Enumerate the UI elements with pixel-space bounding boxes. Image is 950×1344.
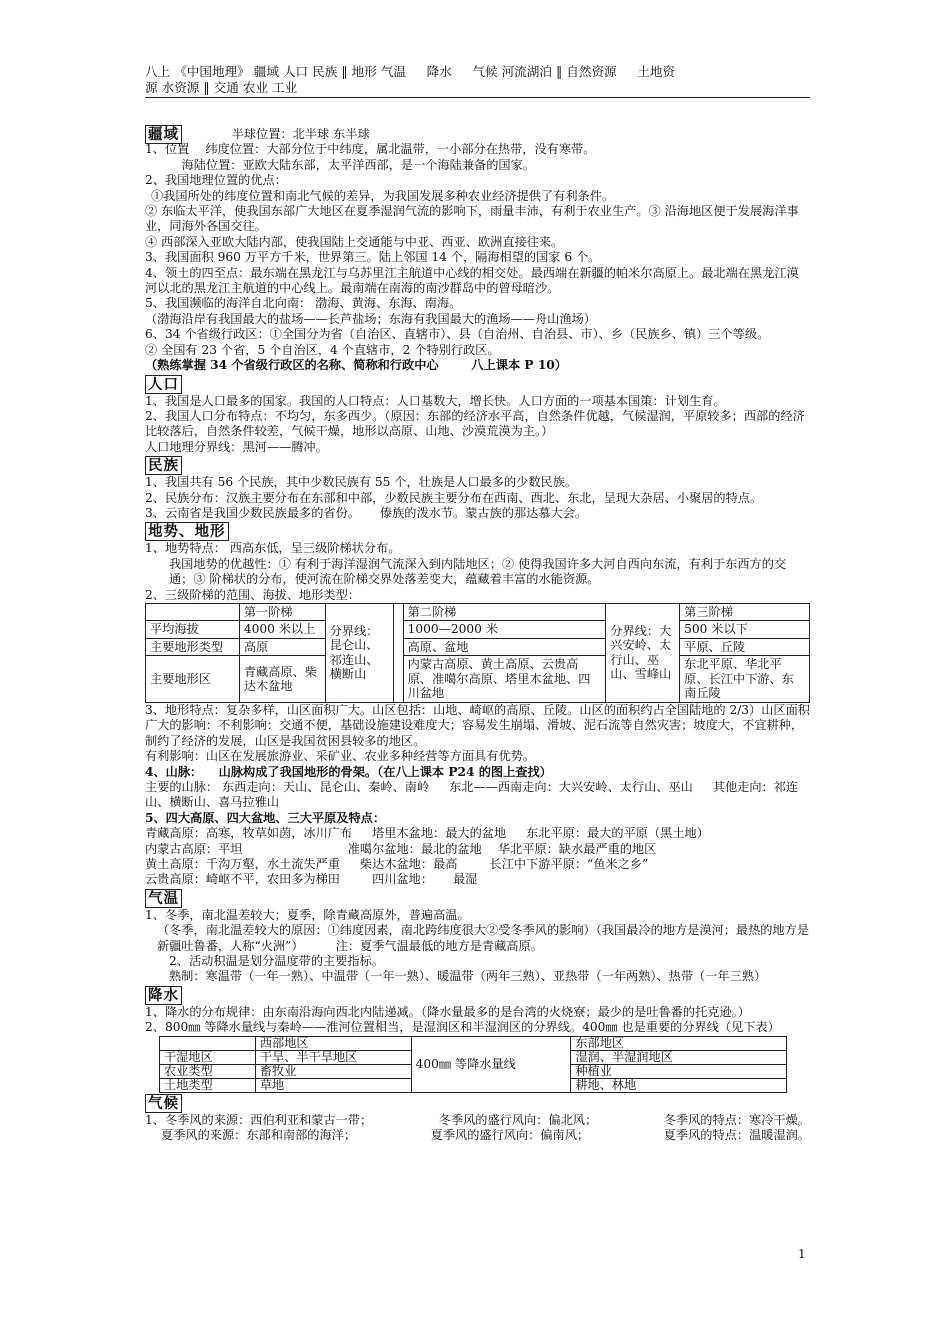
table-cell: 草地: [255, 1078, 411, 1092]
table-cell: 高原、盆地: [403, 638, 606, 656]
table-row: [146, 638, 810, 656]
table-cell: 分界线：昆仑山、祁连山、横断山: [325, 603, 393, 702]
header-line-1: 八上 《中国地理》 疆域 人口 民族 ‖ 地形 气温 降水 气候 河流湖泊 ‖ 自然资源 土地资: [145, 64, 676, 79]
winter-feature: 冬季风的特点：寒冷干燥。: [663, 1112, 810, 1127]
terrain-line-5: 有利影响：山区在发展旅游业、采矿业、农业多种经营等方面具有优势。: [145, 749, 535, 764]
sea-land-line: 海陆位置：亚欧大陆东部，太平洋西部，是一个海陆兼备的国家。: [145, 157, 535, 172]
hemisphere-line: 半球位置：北半球 东半球: [183, 127, 370, 141]
page-number: 1: [798, 1247, 806, 1261]
table-cell: 耕地、林地: [571, 1078, 787, 1092]
table-cell: 500 米以下: [680, 621, 810, 639]
temperature-line-4: 熟制：寒温带（一年一熟）、中温带（一年一熟）、暖温带（两年三熟）、亚热带（一年两熟）、热带（一年三熟）: [169, 969, 767, 984]
terrain-line-2: 我国地势的优越性：① 有利于海洋湿润气流深入到内陆地区；② 使得我国许多大河自西向东流，有利于东西方的交通；③ 阶梯状的分布，使河流在阶梯交界处落差变大，蕴藏着丰富的水能资源。: [169, 556, 787, 587]
extremes-line: 4、领土的四至点：最东端在黑龙江与乌苏里江主航道中心线的相交处。最西端在新疆的帕米尔高原上。最北端在黑龙江漠河以北的黑龙江主航道的中心线上。最南端在南海的南沙群岛中的曾母暗沙。: [145, 265, 799, 296]
ethnic-line-1: 1、我国共有 56 个民族，其中少数民族有 55 个，壮族是人口最多的少数民族。: [145, 475, 578, 490]
table-cell: 分界线：大兴安岭、太行山、巫山、雪峰山: [606, 603, 680, 702]
winter-source: 1、冬季风的来源：西伯利亚和蒙古一带；: [145, 1112, 373, 1127]
advantage-4: ④ 西部深入亚欧大陆内部，使我国陆上交通能与中亚、西亚、欧洲直接往来。: [145, 234, 564, 249]
summer-source: 夏季风的来源：东部和南部的海洋；: [145, 1128, 357, 1143]
table-cell: 高原: [239, 638, 325, 656]
table-cell: 种植业: [571, 1064, 787, 1078]
admin-bold-note: （熟练掌握 34 个省级行政区的名称、简称和行政中心 八上课本 P 10）: [145, 358, 567, 373]
table-row: [160, 1036, 787, 1050]
seas-note: （渤海沿岸有我国最大的盐场——长芦盐场；东海有我国最大的渔场——舟山渔场）: [145, 311, 596, 326]
precipitation-line-1: 1、降水的分布规律：由东南沿海向西北内陆递减。（降水量最多的是台湾的火烧寮；最少的是吐鲁番的托克逊。）: [145, 1004, 750, 1019]
table-cell: 干旱、半干旱地区: [255, 1050, 411, 1064]
table-cell: 平均海拔: [146, 621, 240, 639]
population-line-2: 2、我国人口分布特点：不均匀，东多西少。（原因：东部的经济水平高，自然条件优越，气候湿润，平原较多；西部的经济比较落后，自然条件较差，气候干燥，地形以高原、山地、沙漠荒漠为主。）: [145, 408, 805, 439]
table-cell: 土地类型: [160, 1078, 256, 1092]
summer-direction: 夏季风的盛行风向：偏南风；: [430, 1128, 590, 1143]
table-row: [146, 603, 810, 621]
temperature-line-2: （冬季，南北温差较大的原因：①纬度因素，南北跨纬度很大②受冬季风的影响）（我国最冷的地方是漠河；最热的地方是新疆吐鲁番，人称“火洲”） 注：夏季气温最低的地方是青藏高原。: [157, 923, 810, 953]
document-page: [145, 64, 810, 1144]
table-header: 西部地区: [255, 1036, 411, 1050]
advantage-2-3: ② 东临太平洋，使我国东部广大地区在夏季湿润气流的影响下，雨量丰沛，有利于农业生产。③ 沿海地区便于发展海洋事业，同海外各国交往。: [145, 204, 799, 234]
section-title-ethnic: 民族: [145, 456, 182, 475]
landform-line-4: 云贵高原：崎岖不平，农田多为梯田 四川盆地： 最湿: [145, 872, 478, 887]
position-line: 1、位置 纬度位置：大部分位于中纬度，属北温带，一小部分在热带，没有寒带。: [145, 142, 596, 157]
table-row: [146, 621, 810, 639]
table-header: 东部地区: [571, 1036, 787, 1050]
temperature-line-1: 1、冬季，南北温差较大；夏季，除青藏高原外，普遍高温。: [145, 907, 470, 922]
terrain-steps-table: [145, 603, 810, 703]
winter-direction: 冬季风的盛行风向：偏北风；: [438, 1112, 598, 1127]
table-header: 第三阶梯: [680, 603, 810, 621]
table-cell: 农业类型: [160, 1064, 256, 1078]
table-cell: 青藏高原、柴达木盆地: [239, 656, 325, 703]
advantage-1: ①我国所处的纬度位置和南北气候的差异，为我国发展多种农业经济提供了有利条件。: [151, 188, 615, 203]
terrain-line-8: 5、四大高原、四大盆地、三大平原及特点：: [145, 810, 386, 825]
landform-line-3: 黄土高原：千沟万壑，水土流失严重 柴达木盆地：最高 长江中下游平原：“鱼米之乡”: [145, 857, 649, 872]
header-line-2: 源 水资源 ‖ 交通 农业 工业: [145, 80, 298, 95]
advantages-heading: 2、我国地理位置的优点：: [145, 173, 287, 188]
landform-line-2: 内蒙古高原：平坦 准噶尔盆地：最北的盆地 华北平原：缺水最严重的地区: [145, 841, 657, 856]
section-title-territory: 疆域: [145, 125, 182, 144]
table-cell: 畜牧业: [255, 1064, 411, 1078]
precipitation-table: [159, 1036, 787, 1093]
table-cell: 东北平原、华北平原、长江中下游、东南丘陵: [680, 656, 810, 703]
admin-line-2: ② 全国有 23 个省，5 个自治区，4 个直辖市，2 个特别行政区。: [145, 342, 500, 357]
section-title-climate: 气候: [145, 1094, 182, 1113]
summer-feature: 夏季风的特点：温暖湿润。: [663, 1128, 810, 1143]
table-header: 第一阶梯: [239, 603, 325, 621]
winter-monsoon-line: [145, 1113, 810, 1128]
population-line-1: 1、我国是人口最多的国家。我国的人口特点：人口基数大，增长快。人口方面的一项基本国策：计划生育。: [145, 393, 726, 408]
summer-monsoon-line: [145, 1128, 810, 1143]
ethnic-line-2: 2、民族分布：汉族主要分布在东部和中部，少数民族主要分布在西南、西北、东北，呈现大杂居、小聚居的特点。: [145, 490, 763, 505]
table-cell: 内蒙古高原、黄土高原、云贵高原、准噶尔高原、塔里木盆地、四川盆地: [403, 656, 606, 703]
table-header: 第二阶梯: [403, 603, 606, 621]
terrain-line-4: 3、地形特点：复杂多样，山区面积广大。山区包括：山地、崎岖的高原、丘陵。山区的面积约占全国陆地的 2/3）山区面积广大的影响：不利影响：交通不便，基础设施建设难度大；容易发生崩塌、滑坡、泥石流等自然灾害；坡度大，不宜耕种，制约了经济的发展，山区是我国贫困县较多的地区。: [145, 702, 810, 748]
section-title-precipitation: 降水: [145, 986, 182, 1005]
ethnic-line-3: 3、云南省是我国少数民族最多的省份。 傣族的泼水节。蒙古族的那达慕大会。: [145, 505, 588, 520]
temperature-line-3: 2、活动积温是划分温度带的主要指标。: [169, 954, 384, 969]
section-title-population: 人口: [145, 375, 182, 394]
terrain-line-3: 2、三级阶梯的范围、海拔、地形类型：: [145, 587, 360, 602]
table-cell: 主要地形区: [146, 656, 240, 703]
admin-line: 6、34 个省级行政区：①全国分为省（自治区、直辖市）、县（自治州、自治县、市）、乡（民族乡、镇）三个等级。: [145, 327, 770, 342]
table-cell: 400㎜ 等降水量线: [411, 1036, 571, 1092]
area-line: 3、我国面积 960 万平方千米，世界第三。陆上邻国 14 个，隔海相望的国家 6 个。: [145, 250, 601, 265]
precipitation-line-2: 2、800㎜ 等降水量线与秦岭——淮河位置相当，是湿润区和半湿润区的分界线。400㎜ 也是重要的分界线（见下表）: [145, 1020, 780, 1035]
population-line-3: 人口地理分界线：黑河——腾冲。: [145, 439, 328, 454]
section-title-terrain: 地势、地形: [145, 522, 229, 541]
page-header: [145, 64, 810, 98]
table-cell: 4000 米以上: [239, 621, 325, 639]
seas-line: 5、我国濒临的海洋自北向南： 渤海、黄海、东海、南海。: [145, 296, 462, 311]
table-cell: 平原、丘陵: [680, 638, 810, 656]
terrain-line-1: 1、地势特点： 西高东低，呈三级阶梯状分布。: [145, 541, 401, 556]
table-cell: 主要地形类型: [146, 638, 240, 656]
terrain-line-6: 4、山脉： 山脉构成了我国地形的骨架。（在八上课本 P24 的图上查找）: [145, 764, 552, 779]
table-cell: 1000—2000 米: [403, 621, 606, 639]
table-cell: 干湿地区: [160, 1050, 256, 1064]
terrain-line-7: 主要的山脉： 东西走向：天山、昆仑山、秦岭、南岭 东北——西南走向：大兴安岭、太行山、巫山 其他走向：祁连山、横断山、喜马拉雅山: [145, 780, 799, 810]
landform-line-1: 青藏高原：高寒，牧草如茵，冰川广布 塔里木盆地：最大的盆地 东北平原：最大的平原（黑土地）: [145, 826, 709, 841]
section-title-temperature: 气温: [145, 889, 182, 908]
table-row: [146, 656, 810, 703]
table-cell: 湿润、半湿润地区: [571, 1050, 787, 1064]
